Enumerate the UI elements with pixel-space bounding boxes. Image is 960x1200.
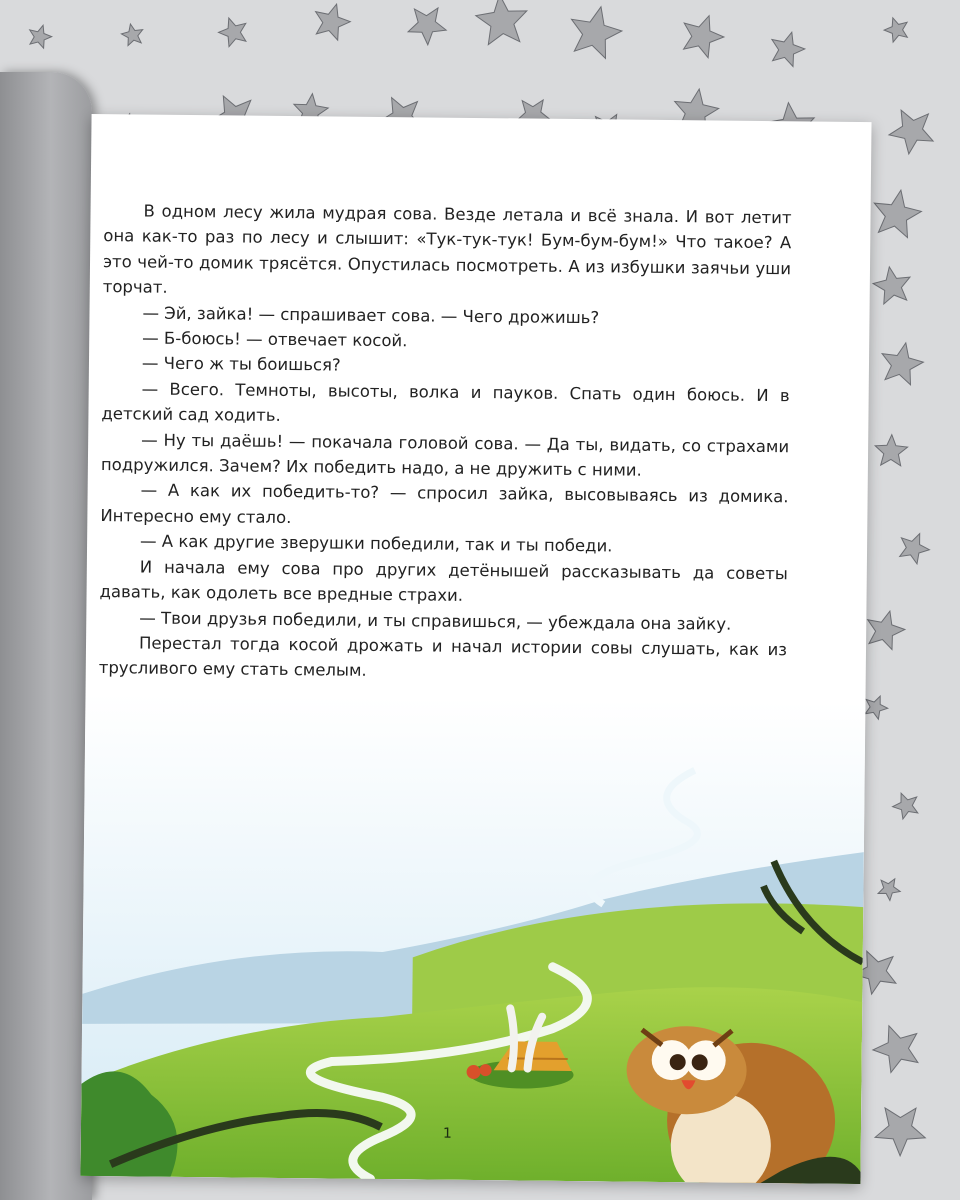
story-paragraph: — Эй, зайка! — спрашивает сова. — Чего дрожишь? bbox=[142, 303, 600, 327]
meadow-illustration bbox=[80, 694, 865, 1184]
story-paragraph: — А как их победить-то? — спросил зайка, высовываясь из домика. Интересно ему стало. bbox=[100, 480, 789, 527]
story-paragraph: — Чего ж ты боишься? bbox=[141, 353, 341, 376]
story-paragraph: — Твои друзья победили, и ты справишься, — убеждала она зайку. bbox=[139, 607, 732, 634]
story-paragraph: Перестал тогда косой дрожать и начал истории совы слушать, как из трусливого ему стать смелым. bbox=[98, 633, 788, 681]
book-page bbox=[80, 114, 871, 1184]
story-text bbox=[99, 198, 792, 688]
story-paragraph: — А как другие зверушки победили, так и ты победи. bbox=[140, 531, 613, 556]
story-paragraph: — Б-боюсь! — отвечает косой. bbox=[142, 328, 408, 351]
story-paragraph: — Ну ты даёшь! — покачала головой сова. — Да ты, видать, со страхами подружился. Зачем? Их победить надо, а не дружить с ними. bbox=[100, 430, 790, 480]
page-number: 1 bbox=[442, 1125, 452, 1142]
story-paragraph: И начала ему сова про других детёнышей рассказывать да советы давать, как одолеть все вредные страхи. bbox=[99, 557, 788, 605]
story-paragraph: В одном лесу жила мудрая сова. Везде летала и всё знала. И вот летит она как-то раз по лесу и слышит: «Тук-тук-тук! Бум-бум-бум!» Что такое? А это чей-то домик трясётся. Опустилась посмотреть. А из избушки заячьи уши торчат. bbox=[102, 201, 792, 297]
book-cover-edge bbox=[0, 72, 92, 1200]
story-paragraph: — Всего. Темноты, высоты, волка и пауков. Спать один боюсь. И в детский сад ходить. bbox=[101, 379, 790, 426]
